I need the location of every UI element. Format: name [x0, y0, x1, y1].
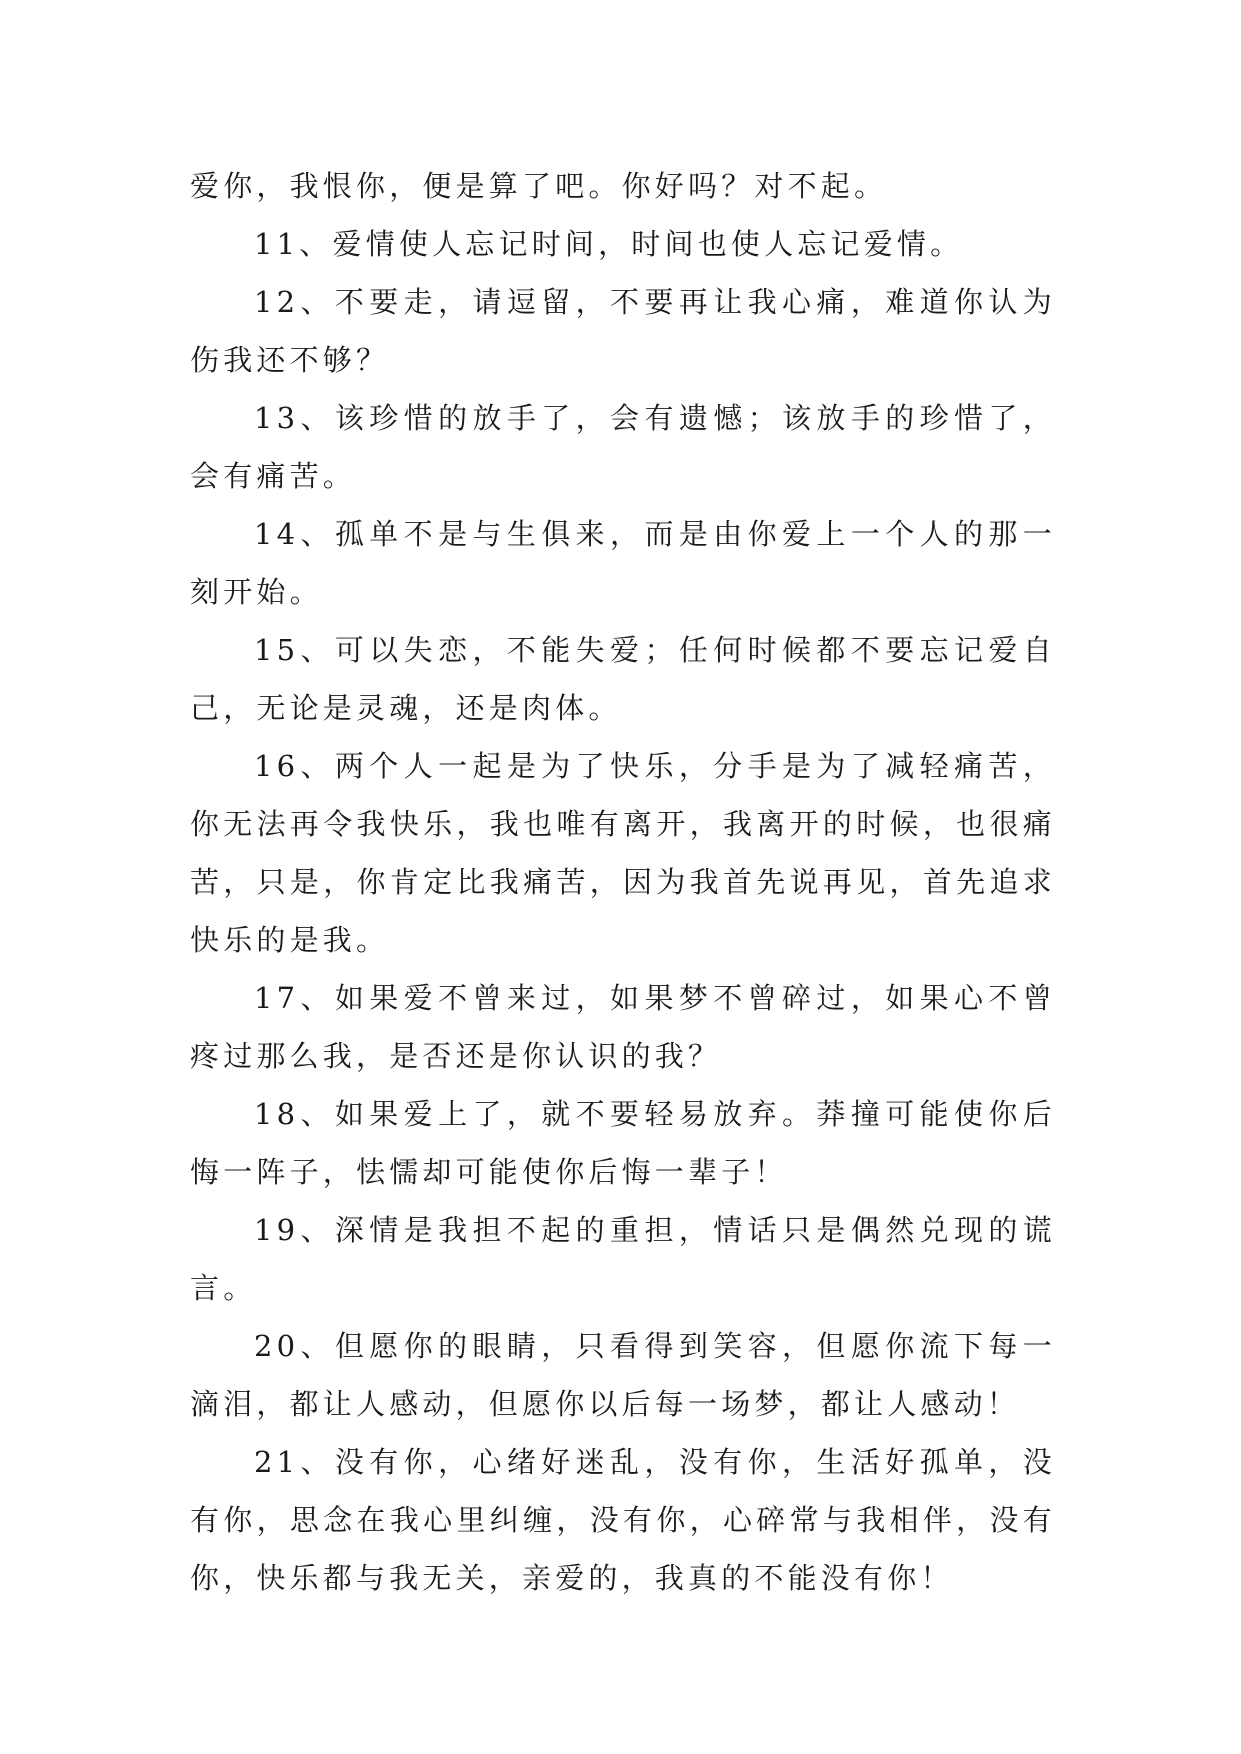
- paragraph-18: 18、如果爱上了，就不要轻易放弃。莽撞可能使你后悔一阵子，怯懦却可能使你后悔一辈子！: [190, 1097, 1056, 1189]
- paragraph-15: 15、可以失恋，不能失爱；任何时候都不要忘记爱自己，无论是灵魂，还是肉体。: [190, 633, 1056, 725]
- paragraph-17: 17、如果爱不曾来过，如果梦不曾碎过，如果心不曾疼过那么我，是否还是你认识的我？: [190, 981, 1056, 1073]
- paragraph-12: 12、不要走，请逗留，不要再让我心痛，难道你认为伤我还不够？: [190, 285, 1056, 377]
- paragraph-20: 20、但愿你的眼睛，只看得到笑容，但愿你流下每一滴泪，都让人感动，但愿你以后每一场梦，都让人感动！: [190, 1329, 1056, 1421]
- document-body: [190, 157, 1056, 1607]
- paragraph-11: 11、爱情使人忘记时间，时间也使人忘记爱情。: [254, 227, 964, 261]
- paragraph-19: 19、深情是我担不起的重担，情话只是偶然兑现的谎言。: [190, 1213, 1056, 1305]
- paragraph-14: 14、孤单不是与生俱来，而是由你爱上一个人的那一刻开始。: [190, 517, 1056, 609]
- paragraph-16: 16、两个人一起是为了快乐，分手是为了减轻痛苦，你无法再令我快乐，我也唯有离开，我离开的时候，也很痛苦，只是，你肯定比我痛苦，因为我首先说再见，首先追求快乐的是我。: [190, 749, 1056, 957]
- paragraph-continuation: 爱你，我恨你，便是算了吧。你好吗？对不起。: [190, 169, 888, 203]
- paragraph-13: 13、该珍惜的放手了，会有遗憾；该放手的珍惜了，会有痛苦。: [190, 401, 1056, 493]
- paragraph-21: 21、没有你，心绪好迷乱，没有你，生活好孤单，没有你，思念在我心里纠缠，没有你，心碎常与我相伴，没有你，快乐都与我无关，亲爱的，我真的不能没有你！: [190, 1445, 1056, 1595]
